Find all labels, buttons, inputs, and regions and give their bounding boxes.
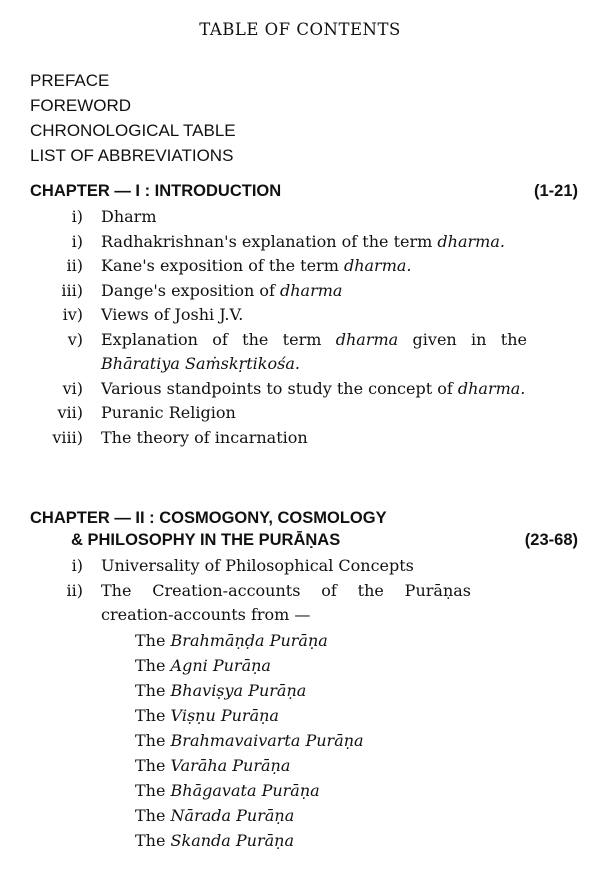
- item-number: ii): [66, 580, 83, 600]
- list-item: The Skanda Purāṇa: [135, 830, 295, 850]
- item-number: i): [71, 556, 83, 575]
- list-item: [30, 279, 578, 304]
- chapter-2-items: [30, 554, 578, 628]
- prelim-abbreviations: LIST OF ABBREVIATIONS: [30, 146, 234, 165]
- prelim-foreword: FOREWORD: [30, 96, 132, 115]
- item-number: i): [71, 207, 83, 226]
- list-item: [30, 254, 578, 279]
- prelim-list: [30, 68, 236, 168]
- list-item: [30, 377, 578, 402]
- item-number: vii): [57, 403, 83, 422]
- item-number: viii): [52, 427, 83, 447]
- item-text: The Creation-accounts of the Purāṇas creation-accounts from —: [101, 580, 471, 624]
- item-text: Puranic Religion: [101, 403, 236, 422]
- list-item: [30, 328, 578, 377]
- chapter-1-heading: [30, 180, 578, 202]
- chapter-2-heading: [30, 507, 578, 551]
- item-number: iv): [62, 305, 83, 324]
- item-number: v): [67, 329, 83, 349]
- chapter-1-items: [30, 205, 578, 450]
- list-item: The Bhāgavata Purāṇa: [135, 780, 320, 800]
- chapter-2: [30, 507, 578, 853]
- list-item: [30, 554, 578, 579]
- item-text: Universality of Philosophical Concepts: [101, 556, 414, 575]
- list-item: The Brahmavaivarta Purāṇa: [135, 730, 364, 750]
- list-item: The Brahmāṇḍa Purāṇa: [135, 630, 328, 650]
- list-item: [30, 230, 578, 255]
- list-item: The Varāha Purāṇa: [135, 755, 291, 775]
- item-text: Dharm: [101, 207, 157, 226]
- list-item: The Nārada Purāṇa: [135, 805, 295, 825]
- page-title: TABLE OF CONTENTS: [199, 20, 401, 39]
- chapter-2-pages: (23-68): [524, 531, 578, 549]
- item-text: Explanation of the term dharma given in the Bhāratiya Saṁskṛtikośa.: [101, 329, 528, 373]
- item-text: The theory of incarnation: [101, 427, 308, 447]
- chapter-2-title-line1: CHAPTER — II : COSMOGONY, COSMOLOGY: [30, 509, 387, 527]
- item-number: iii): [61, 280, 83, 300]
- item-number: ii): [66, 256, 83, 275]
- chapter-2-title-line2: & PHILOSOPHY IN THE PURĀṆAS: [71, 531, 341, 549]
- item-text: Kane's exposition of the term dharma.: [101, 256, 412, 275]
- chapter-1-pages: (1-21): [533, 182, 578, 200]
- item-text: Various standpoints to study the concept of dharma.: [101, 378, 526, 398]
- list-item: [30, 579, 578, 628]
- item-text: Radhakrishnan's explanation of the term dharma.: [101, 231, 505, 251]
- list-item: [30, 205, 578, 230]
- purana-list: [30, 628, 578, 853]
- list-item: The Viṣṇu Purāṇa: [135, 705, 279, 725]
- list-item: The Agni Purāṇa: [135, 655, 271, 675]
- chapter-1: [30, 180, 578, 450]
- list-item: [30, 303, 578, 328]
- item-text: Dange's exposition of dharma: [101, 280, 343, 300]
- prelim-chronological-table: CHRONOLOGICAL TABLE: [30, 121, 236, 140]
- prelim-preface: PREFACE: [30, 71, 110, 90]
- item-number: vi): [62, 378, 83, 398]
- list-item: The Bhaviṣya Purāṇa: [135, 680, 307, 700]
- item-text: Views of Joshi J.V.: [101, 305, 244, 324]
- list-item: [30, 426, 578, 451]
- chapter-1-title: CHAPTER — I : INTRODUCTION: [30, 182, 282, 200]
- item-number: i): [71, 231, 83, 251]
- list-item: [30, 401, 578, 426]
